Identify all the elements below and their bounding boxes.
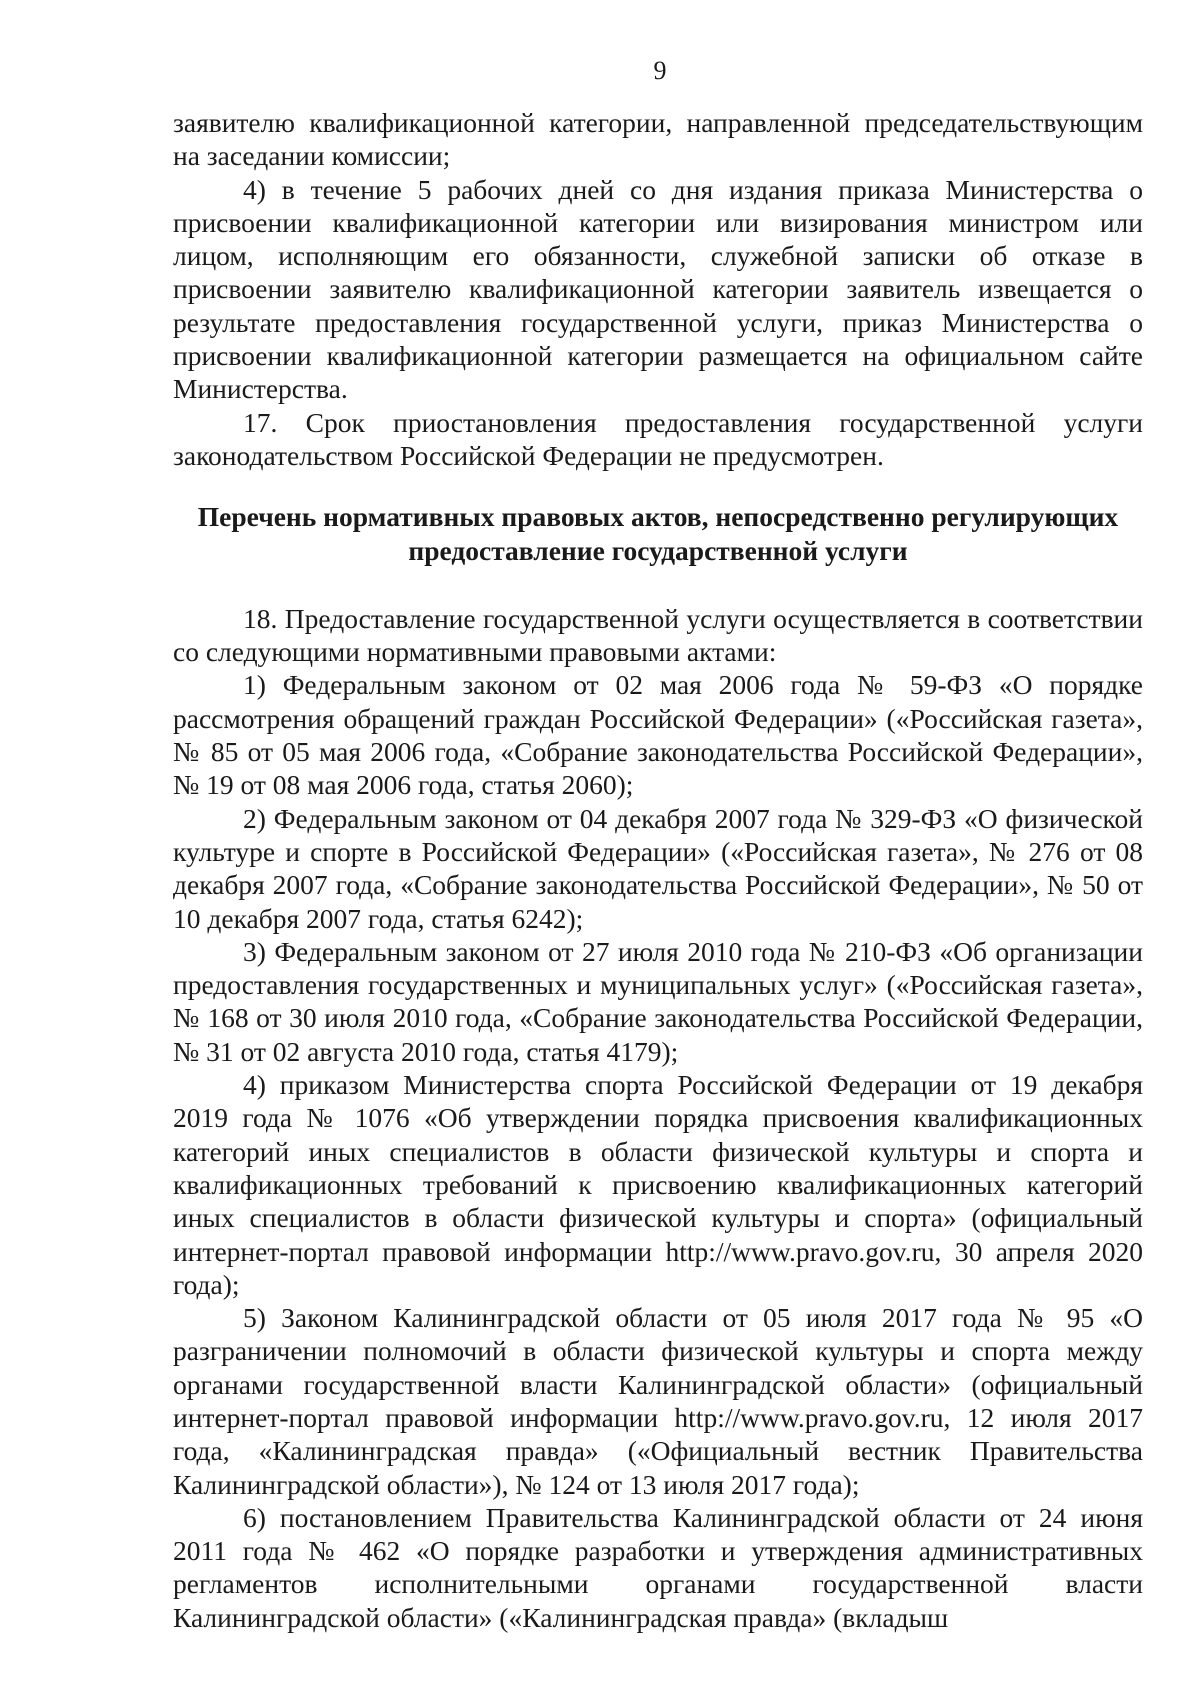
list-item-6: 6) постановлением Правительства Калининградской области от 24 июня 2011 года № 462 «О порядке разработки и утверждения административных регламентов исполнительными органами государственной власти Калининградской области» («Калининградская правда» (вкладыш — [173, 1501, 1143, 1633]
list-item-4: 4) приказом Министерства спорта Российской Федерации от 19 декабря 2019 года № 1076 «Об утверждении порядка присвоения квалификационных категорий иных специалистов в области физической культуры и спорта и квалификационных требований к присвоению квалификационных категорий иных специалистов в области физической культуры и спорта» (официальный интернет-портал правовой информации http://www.pravo.gov.ru, 30 апреля 2020 года); — [173, 1069, 1143, 1300]
list-item-2: 2) Федеральным законом от 04 декабря 2007 года № 329-ФЗ «О физической культуре и спорте в Российской Федерации» («Российская газета», № 276 от 08 декабря 2007 года, «Собрание законодательства Российской Федерации», № 50 от 10 декабря 2007 года, статья 6242); — [173, 802, 1143, 934]
list-item-1: 1) Федеральным законом от 02 мая 2006 года № 59-ФЗ «О порядке рассмотрения обращений граждан Российской Федерации» («Российская газета», № 85 от 05 мая 2006 года, «Собрание законодательства Российской Федерации», № 19 от 08 мая 2006 года, статья 2060); — [173, 669, 1143, 801]
list-item-3: 3) Федеральным законом от 27 июля 2010 года № 210-ФЗ «Об организации предоставления государственных и муниципальных услуг» («Российская газета», № 168 от 30 июля 2010 года, «Собрание законодательства Российской Федерации, № 31 от 02 августа 2010 года, статья 4179); — [173, 935, 1143, 1067]
page-number: 9 — [653, 56, 667, 85]
paragraph-item-4: 4) в течение 5 рабочих дней со дня издания приказа Министерства о присвоении квалификационной категории или визирования министром или лицом, исполняющим его обязанности, служебной записки об отказе в присвоении заявителю квалификационной категории заявитель извещается о результате предоставления государственной услуги, приказ Министерства о присвоении квалификационной категории размещается на официальном сайте Министерства. — [173, 173, 1143, 405]
paragraph-17: 17. Срок приостановления предоставления государственной услуги законодательством Российской Федерации не предусмотрен. — [173, 406, 1143, 471]
list-item-5: 5) Законом Калининградской области от 05 июля 2017 года № 95 «О разграничении полномочий в области физической культуры и спорта между органами государственной власти Калининградской области» (официальный интернет-портал правовой информации http://www.pravo.gov.ru, 12 июля 2017 года, «Калининградская правда» («Официальный вестник Правительства Калининградской области»), № 124 от 13 июля 2017 года); — [173, 1302, 1143, 1500]
document-body — [173, 106, 1143, 1634]
paragraph-continuation: заявителю квалификационной категории, направленной председательствующим на заседании комиссии; — [173, 107, 1143, 172]
paragraph-18: 18. Предоставление государственной услуги осуществляется в соответствии со следующими нормативными правовыми актами: — [173, 602, 1143, 668]
section-heading: Перечень нормативных правовых актов, непосредственно регулирующих предоставление государственной услуги — [197, 501, 1119, 566]
